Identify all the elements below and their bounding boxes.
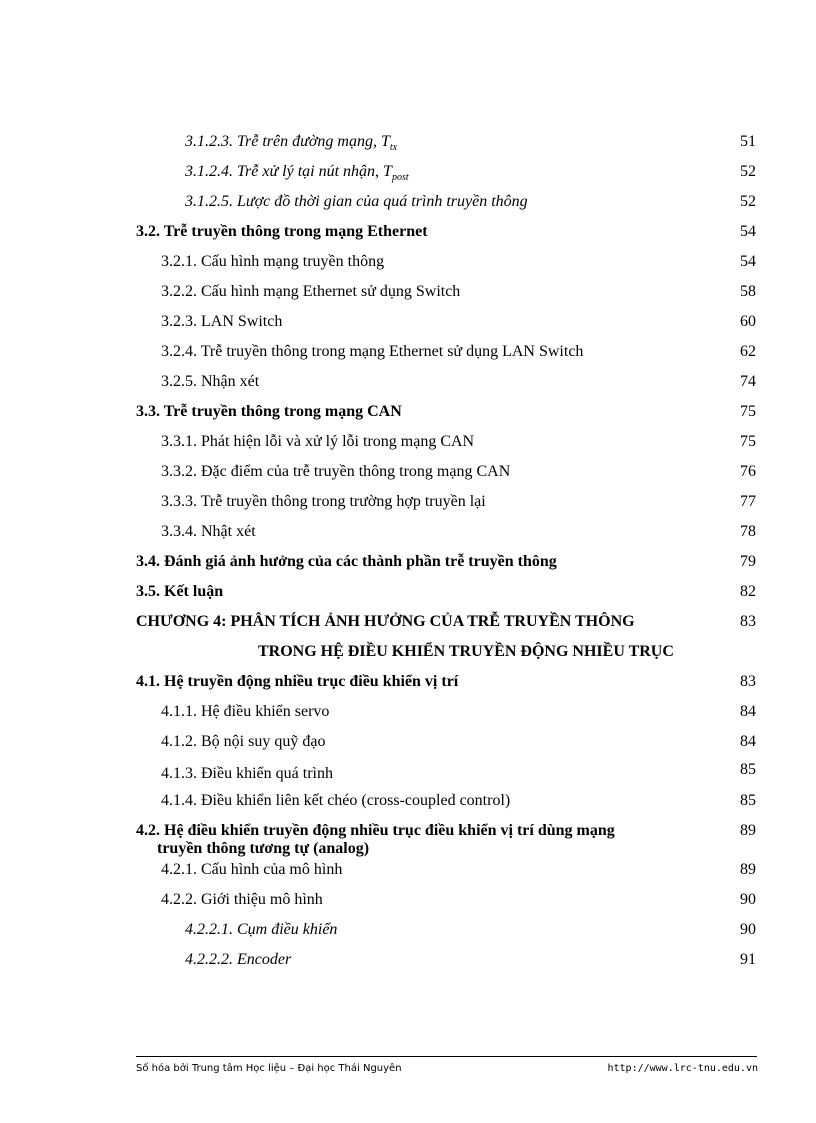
toc-label: 3.3.4. Nhật xét bbox=[161, 523, 256, 540]
toc-label-continuation: truyền thông tương tự (analog) bbox=[157, 840, 370, 857]
toc-page-number: 60 bbox=[740, 313, 756, 330]
toc-label: 3.2.1. Cấu hình mạng truyền thông bbox=[161, 253, 385, 270]
toc-label: 3.2.3. LAN Switch bbox=[161, 313, 283, 330]
toc-label: 4.1.4. Điều khiển liên kết chéo (cross-coupled control) bbox=[161, 792, 511, 809]
toc-entry bbox=[0, 251, 816, 273]
toc-page-number: 76 bbox=[740, 463, 756, 480]
toc-label: 4.2.2. Giới thiệu mô hình bbox=[161, 891, 323, 908]
footer-url[interactable]: http://www.lrc-tnu.edu.vn bbox=[607, 1063, 758, 1074]
toc-label: TRONG HỆ ĐIỀU KHIỂN TRUYỀN ĐỘNG NHIỀU TRỤC bbox=[258, 643, 674, 660]
toc-entry bbox=[0, 491, 816, 513]
toc-label-subscript: tx bbox=[389, 142, 398, 154]
toc-page-number: 77 bbox=[740, 493, 756, 510]
toc-entry bbox=[0, 371, 816, 393]
toc-label: 4.2.2.1. Cụm điều khiển bbox=[185, 921, 338, 938]
toc-page-number: 84 bbox=[740, 733, 756, 750]
toc-page-number: 84 bbox=[740, 703, 756, 720]
toc-page-number: 90 bbox=[740, 921, 756, 938]
toc-page-number: 51 bbox=[740, 133, 756, 150]
toc-page-number: 75 bbox=[740, 403, 756, 420]
toc-label: 4.1.3. Điều khiển quá trình bbox=[161, 765, 333, 782]
toc-entry bbox=[0, 161, 816, 183]
toc-section bbox=[0, 820, 816, 842]
toc-entry bbox=[0, 949, 816, 971]
toc-entry bbox=[0, 731, 816, 753]
toc-label: 4.2. Hệ điều khiển truyền động nhiều trục điều khiển vị trí dùng mạng bbox=[136, 822, 615, 839]
toc-label-subscript: post bbox=[391, 172, 409, 184]
toc-chapter-heading bbox=[0, 611, 816, 633]
footer-divider bbox=[136, 1056, 757, 1057]
toc-entry bbox=[0, 431, 816, 453]
toc-page-number: 90 bbox=[740, 891, 756, 908]
toc-label: 3.3.1. Phát hiện lỗi và xử lý lỗi trong mạng CAN bbox=[161, 433, 475, 450]
toc-entry bbox=[0, 790, 816, 812]
toc-section bbox=[0, 581, 816, 603]
toc-label: 3.5. Kết luận bbox=[136, 583, 224, 600]
toc-label: 3.2. Trễ truyền thông trong mạng Ethernet bbox=[136, 223, 428, 240]
toc-label: 3.3.2. Đặc điểm của trễ truyền thông trong mạng CAN bbox=[161, 463, 511, 480]
toc-page-number: 79 bbox=[740, 553, 756, 570]
toc-label: 3.2.5. Nhận xét bbox=[161, 373, 260, 390]
toc-label: 4.2.2.2. Encoder bbox=[185, 951, 292, 968]
toc-page-number: 91 bbox=[740, 951, 756, 968]
toc-label: 4.2.1. Cấu hình của mô hình bbox=[161, 861, 343, 878]
toc-label: 3.3.3. Trễ truyền thông trong trường hợp truyền lại bbox=[161, 493, 486, 510]
toc-page-number: 82 bbox=[740, 583, 756, 600]
toc-entry bbox=[0, 191, 816, 213]
toc-page-number: 52 bbox=[740, 163, 756, 180]
toc-entry bbox=[0, 521, 816, 543]
toc-page-number: 83 bbox=[740, 673, 756, 690]
toc-page-number: 62 bbox=[740, 343, 756, 360]
toc-entry bbox=[0, 919, 816, 941]
toc-label: 4.1. Hệ truyền động nhiều trục điều khiển vị trí bbox=[136, 673, 459, 690]
toc-page-number: 75 bbox=[740, 433, 756, 450]
toc-section bbox=[0, 221, 816, 243]
toc-label: 3.2.2. Cấu hình mạng Ethernet sử dụng Switch bbox=[161, 283, 461, 300]
toc-page-number: 58 bbox=[740, 283, 756, 300]
toc-page-number: 78 bbox=[740, 523, 756, 540]
toc-page-number: 52 bbox=[740, 193, 756, 210]
toc-page-number: 54 bbox=[740, 223, 756, 240]
toc-section bbox=[0, 551, 816, 573]
toc-label: 3.2.4. Trễ truyền thông trong mạng Ethernet sử dụng LAN Switch bbox=[161, 343, 584, 360]
toc-entry bbox=[0, 701, 816, 723]
toc-page-number: 89 bbox=[740, 822, 756, 839]
toc-label: 4.1.2. Bộ nội suy quỹ đạo bbox=[161, 733, 326, 750]
toc-page-number: 85 bbox=[740, 761, 756, 778]
toc-entry bbox=[0, 281, 816, 303]
toc-label: 3.1.2.3. Trễ trên đường mạng, T bbox=[185, 133, 390, 150]
toc-entry bbox=[0, 859, 816, 881]
toc-label: 3.4. Đánh giá ảnh hưởng của các thành phần trễ truyền thông bbox=[136, 553, 557, 570]
footer-source-text: Số hóa bởi Trung tâm Học liệu – Đại học Thái Nguyên bbox=[136, 1063, 402, 1074]
toc-chapter-heading-continued bbox=[0, 641, 816, 663]
toc-section bbox=[0, 401, 816, 423]
toc-page-number: 89 bbox=[740, 861, 756, 878]
toc-label: 3.3. Trễ truyền thông trong mạng CAN bbox=[136, 403, 402, 420]
toc-page-number: 54 bbox=[740, 253, 756, 270]
toc-entry bbox=[0, 131, 816, 153]
toc-entry bbox=[0, 763, 816, 785]
toc-entry bbox=[0, 461, 816, 483]
toc-section bbox=[0, 671, 816, 693]
toc-label: 4.1.1. Hệ điều khiển servo bbox=[161, 703, 330, 720]
toc-label: CHƯƠNG 4: PHÂN TÍCH ẢNH HƯỞNG CỦA TRỄ TRUYỀN THÔNG bbox=[136, 613, 635, 630]
toc-label: 3.1.2.5. Lược đồ thời gian của quá trình truyền thông bbox=[185, 193, 528, 210]
toc-page-number: 83 bbox=[740, 613, 756, 630]
toc-page-number: 74 bbox=[740, 373, 756, 390]
toc-entry bbox=[0, 311, 816, 333]
toc-entry bbox=[0, 889, 816, 911]
toc-entry bbox=[0, 341, 816, 363]
toc-page-number: 85 bbox=[740, 792, 756, 809]
toc-label: 3.1.2.4. Trễ xử lý tại nút nhận, T bbox=[185, 163, 392, 180]
